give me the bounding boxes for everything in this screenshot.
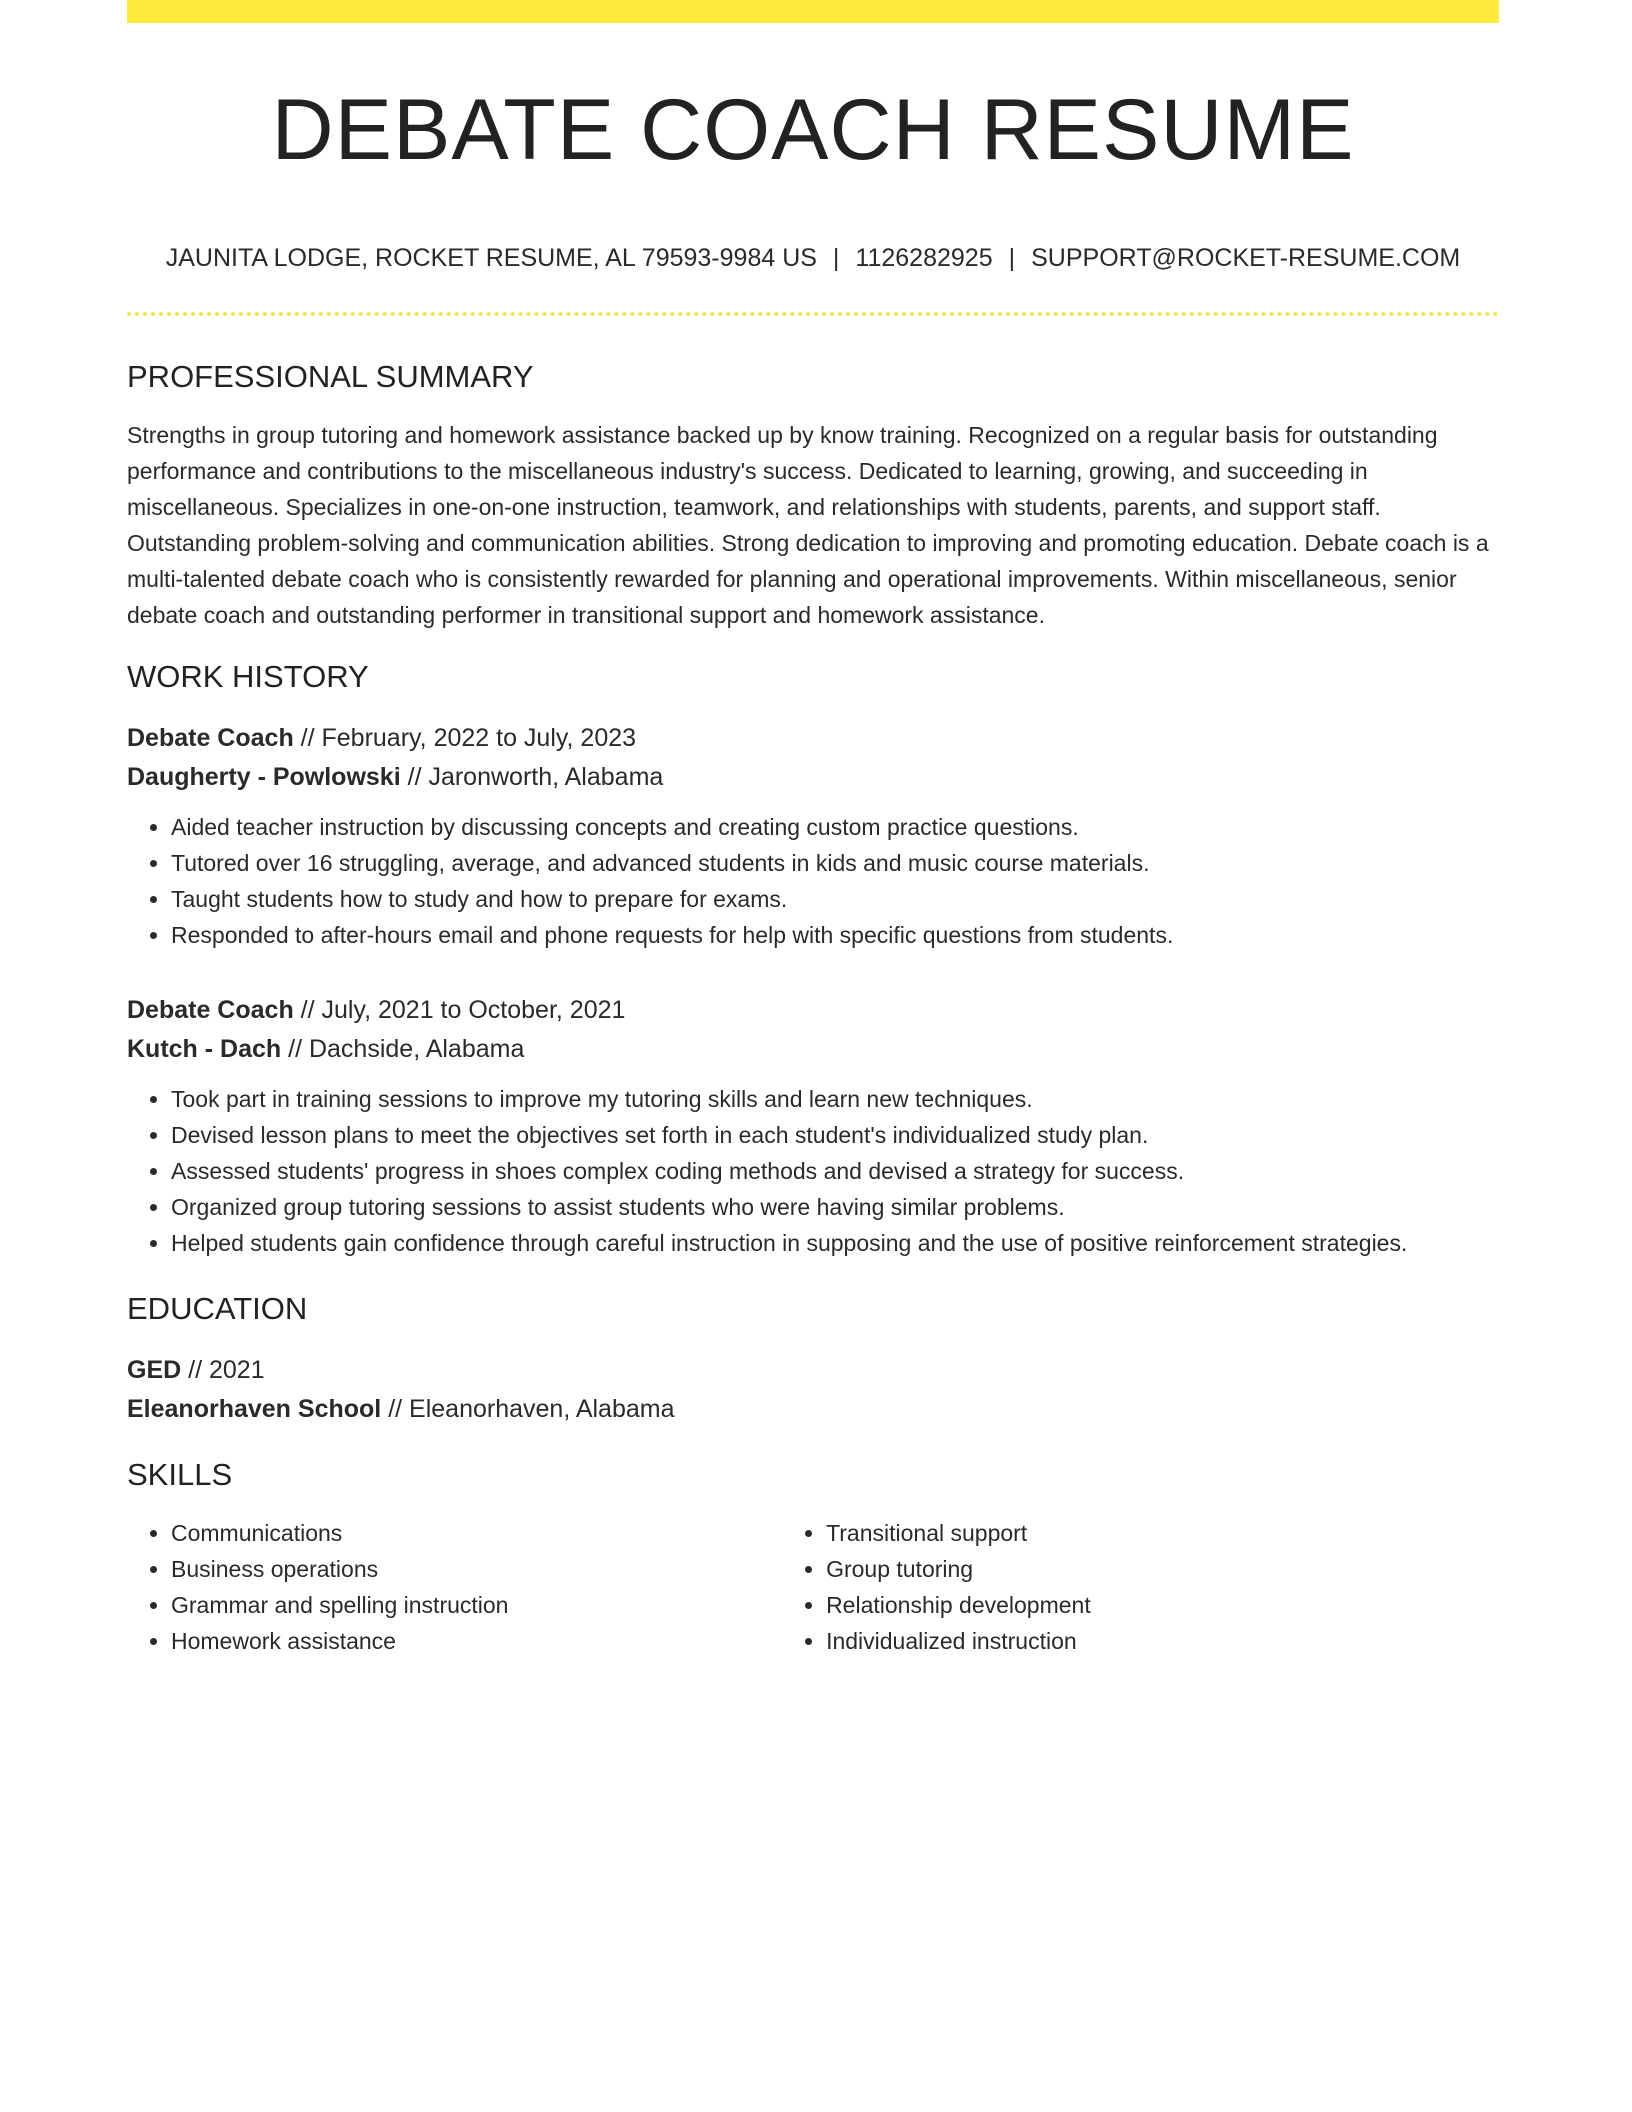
job-title-line	[127, 719, 1499, 758]
job-bullet: • Tutored over 16 struggling, average, and advanced students in kids and music course materials.	[171, 845, 1499, 881]
contact-email: SUPPORT@ROCKET-RESUME.COM	[1031, 244, 1461, 272]
dotted-divider	[127, 312, 1499, 316]
job-location: // Dachside, Alabama	[281, 1035, 525, 1063]
job-entry	[127, 991, 1499, 1261]
skill-item: • Relationship development	[826, 1587, 1499, 1623]
job-entry	[127, 719, 1499, 953]
job-bullet: • Aided teacher instruction by discussing concepts and creating custom practice questions.	[171, 809, 1499, 845]
job-bullet: • Organized group tutoring sessions to assist students who were having similar problems.	[171, 1189, 1499, 1225]
job-company-line	[127, 758, 1499, 797]
skill-item: • Grammar and spelling instruction	[171, 1587, 782, 1623]
summary-heading: PROFESSIONAL SUMMARY	[127, 359, 534, 394]
skill-item: • Homework assistance	[171, 1623, 782, 1659]
degree: GED	[127, 1356, 182, 1384]
resume-title: DEBATE COACH RESUME	[271, 82, 1355, 178]
school-name: Eleanorhaven School	[127, 1395, 382, 1423]
contact-phone: 1126282925	[855, 244, 993, 272]
skill-item: • Business operations	[171, 1551, 782, 1587]
contact-address: JAUNITA LODGE, ROCKET RESUME, AL 79593-9984 US	[165, 244, 817, 272]
summary-text: Strengths in group tutoring and homework assistance backed up by know training. Recognized on a regular basis for outstanding performance and contributions to the miscellaneous industry's success. Dedicated to learning, growing, and succeeding in miscellaneous. Specializes in one-on-one instruction, teamwork, and relationships with students, parents, and support staff. Outstanding problem-solving and communication abilities. Strong dedication to improving and promoting education. Debate coach is a multi-talented debate coach who is consistently rewarded for planning and operational improvements. Within miscellaneous, senior debate coach and outstanding performer in transitional support and homework assistance.	[127, 422, 1489, 628]
school-location: // Eleanorhaven, Alabama	[381, 1395, 675, 1423]
contact-separator: |	[832, 244, 840, 272]
skills-column-right	[782, 1515, 1499, 1659]
skills-column-left	[127, 1515, 782, 1659]
job-bullet: • Taught students how to study and how to prepare for exams.	[171, 881, 1499, 917]
school-line	[127, 1390, 1499, 1429]
contact-separator: |	[1008, 244, 1016, 272]
education-entry	[127, 1351, 1499, 1429]
skills-list	[127, 1515, 1499, 1659]
job-bullet: • Assessed students' progress in shoes complex coding methods and devised a strategy for success.	[171, 1153, 1499, 1189]
job-location: // Jaronworth, Alabama	[400, 763, 664, 791]
skill-item: • Communications	[171, 1515, 782, 1551]
resume-content	[127, 0, 1499, 1659]
job-bullet: • Took part in training sessions to improve my tutoring skills and learn new techniques.	[171, 1081, 1499, 1117]
skill-item: • Transitional support	[826, 1515, 1499, 1551]
contact-line	[127, 242, 1499, 274]
skills-heading: SKILLS	[127, 1457, 233, 1492]
education-heading: EDUCATION	[127, 1291, 308, 1326]
job-bullet: • Devised lesson plans to meet the objectives set forth in each student's individualized study plan.	[171, 1117, 1499, 1153]
job-bullets	[127, 809, 1499, 953]
job-dates: // July, 2021 to October, 2021	[293, 996, 626, 1024]
job-company: Kutch - Dach	[127, 1035, 282, 1063]
work-history-heading: WORK HISTORY	[127, 659, 369, 694]
job-dates: // February, 2022 to July, 2023	[293, 724, 637, 752]
skill-item: • Individualized instruction	[826, 1623, 1499, 1659]
job-bullet: • Helped students gain confidence through careful instruction in supposing and the use of positive reinforcement strategies.	[171, 1225, 1499, 1261]
skill-item: • Group tutoring	[826, 1551, 1499, 1587]
job-bullets	[127, 1081, 1499, 1261]
job-title: Debate Coach	[127, 996, 294, 1024]
job-bullet: • Responded to after-hours email and phone requests for help with specific questions from students.	[171, 917, 1499, 953]
degree-year: // 2021	[181, 1356, 265, 1384]
job-title-line	[127, 991, 1499, 1030]
job-company-line	[127, 1030, 1499, 1069]
job-company: Daugherty - Powlowski	[127, 763, 401, 791]
degree-line	[127, 1351, 1499, 1390]
job-title: Debate Coach	[127, 724, 294, 752]
